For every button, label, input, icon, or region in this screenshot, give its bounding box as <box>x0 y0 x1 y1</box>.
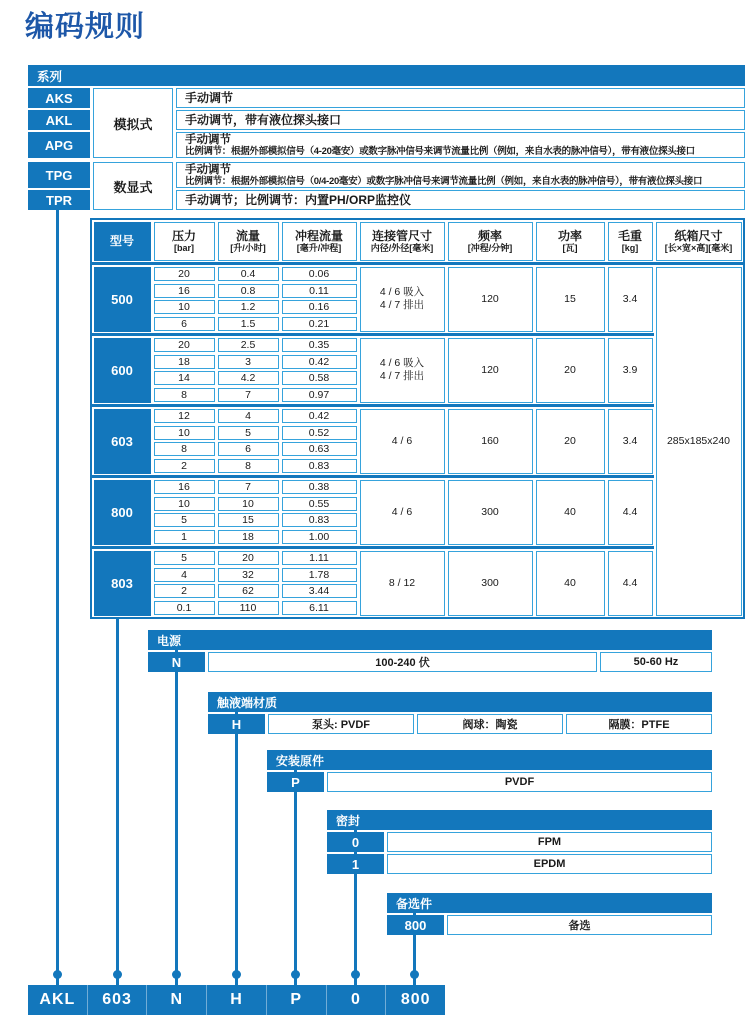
spec-merged-line: 3.4 <box>622 434 638 447</box>
model-cell: 800 <box>94 480 151 545</box>
spec-value-cell: 0.97 <box>282 388 357 402</box>
spec-merged-line: 160 <box>481 434 499 447</box>
spec-value-cell: 3 <box>218 355 279 369</box>
spec-value-cell: 0.06 <box>282 267 357 281</box>
frequency-cell <box>448 480 533 545</box>
spec-value-cell: 2 <box>154 584 215 598</box>
spec-merged-wrap <box>446 549 534 617</box>
series-code-tpg: TPG <box>28 162 90 188</box>
connector-dot-power <box>172 970 181 979</box>
series-table <box>28 88 745 210</box>
page-title: 编码规则 <box>25 11 146 43</box>
series-description <box>176 162 745 188</box>
seal-value-cell: FPM <box>387 832 712 852</box>
spec-value-cell: 110 <box>218 601 279 615</box>
spec-value-cell: 0.8 <box>218 284 279 298</box>
spec-column-header <box>360 222 445 261</box>
spec-value-column <box>280 336 358 404</box>
spec-value-column <box>280 407 358 475</box>
spec-merged-line: 15 <box>564 292 576 305</box>
spec-value-cell: 0.55 <box>282 497 357 511</box>
spec-value-cell: 4.2 <box>218 371 279 385</box>
spec-value-cell: 10 <box>154 426 215 440</box>
spec-merged-line: 20 <box>564 434 576 447</box>
connector-dot-options <box>410 970 419 979</box>
series-header-label: 系列 <box>37 69 63 84</box>
spec-merged-wrap <box>534 407 606 475</box>
series-type-label: 数显式 <box>113 179 153 195</box>
weight-cell <box>608 338 653 403</box>
spec-column-title: 纸箱尺寸 <box>674 228 723 243</box>
connector-line-model <box>116 616 119 985</box>
material-item-cell: 阀球：陶瓷 <box>417 714 563 734</box>
connector-line-material <box>235 712 238 985</box>
spec-value-cell: 20 <box>154 338 215 352</box>
spec-value-cell: 20 <box>218 551 279 565</box>
seal-value-cell: EPDM <box>387 854 712 874</box>
model-cell: 600 <box>94 338 151 403</box>
code-bar-segment: H <box>206 985 266 1015</box>
weight-cell <box>608 551 653 616</box>
spec-value-cell: 1.78 <box>282 568 357 582</box>
model-block-603 <box>92 407 654 475</box>
spec-merged-wrap <box>358 549 446 617</box>
power-frequency-cell: 50-60 Hz <box>600 652 712 672</box>
seal-section-header <box>327 810 712 830</box>
spec-merged-wrap <box>534 478 606 546</box>
spec-value-cell: 2.5 <box>218 338 279 352</box>
series-section-header <box>28 65 745 86</box>
spec-column-header <box>94 222 151 261</box>
model-cell: 500 <box>94 267 151 332</box>
spec-merged-line: 20 <box>564 363 576 376</box>
spec-merged-line: 120 <box>481 363 499 376</box>
series-code-akl: AKL <box>28 110 90 130</box>
spec-merged-wrap <box>446 265 534 333</box>
spec-value-column <box>216 407 280 475</box>
spec-value-cell: 10 <box>154 300 215 314</box>
series-type-cell <box>93 162 173 210</box>
connector-line-power <box>175 650 178 985</box>
spec-merged-line: 4 / 6 吸入 <box>379 286 425 298</box>
power-section-header <box>148 630 712 650</box>
spec-value-cell: 0.58 <box>282 371 357 385</box>
material-code-cell: H <box>208 714 265 734</box>
connector-dot-model <box>113 970 122 979</box>
spec-merged-line: 3.9 <box>622 363 638 376</box>
series-description-line: 比例调节：根据外部模拟信号（0/4-20毫安）或数字脉冲信号来调节流量比例（例如，来自水表的脉冲信号），带有液位探头接口 <box>185 176 703 187</box>
spec-value-column <box>280 478 358 546</box>
spec-column-header <box>448 222 533 261</box>
spec-value-cell: 10 <box>154 497 215 511</box>
spec-merged-wrap <box>606 549 654 617</box>
series-code-tpr: TPR <box>28 190 90 210</box>
install-value-cell: PVDF <box>327 772 712 792</box>
spec-value-column <box>216 478 280 546</box>
spec-merged-wrap <box>358 336 446 404</box>
spec-merged-wrap <box>446 336 534 404</box>
material-row <box>208 714 712 734</box>
options-value-cell: 备选 <box>447 915 712 935</box>
spec-column-subtitle: [毫升/冲程] <box>296 242 342 253</box>
spec-value-cell: 0.38 <box>282 480 357 494</box>
spec-merged-line: 4 / 6 吸入 <box>379 357 425 369</box>
spec-column-title: 压力 <box>171 228 196 243</box>
spec-merged-wrap <box>606 336 654 404</box>
spec-value-cell: 5 <box>218 426 279 440</box>
spec-value-cell: 6 <box>154 317 215 331</box>
spec-merged-line: 8 / 12 <box>388 576 416 589</box>
power-header-label: 电源 <box>157 633 182 648</box>
spec-table <box>90 218 745 619</box>
spec-column-subtitle: 内径/外径[毫米] <box>370 242 434 253</box>
spec-column-title: 毛重 <box>617 228 642 243</box>
spec-column-subtitle: [kg] <box>621 242 639 253</box>
spec-value-cell: 0.63 <box>282 442 357 456</box>
seal-code-cell: 0 <box>327 832 384 852</box>
material-header-label: 触液端材质 <box>217 695 278 710</box>
install-header-label: 安装原件 <box>276 753 325 768</box>
spec-column-title: 功率 <box>557 228 582 243</box>
carton-size-cell: 285x185x240 <box>656 267 742 616</box>
options-header-label: 备选件 <box>396 896 433 911</box>
spec-value-cell: 5 <box>154 551 215 565</box>
power-cell <box>536 409 605 474</box>
model-block-803 <box>92 549 654 617</box>
seal-header-label: 密封 <box>336 813 361 828</box>
spec-column-subtitle: [bar] <box>174 242 194 253</box>
spec-value-cell: 1.00 <box>282 530 357 544</box>
power-cell <box>536 480 605 545</box>
spec-value-cell: 6 <box>218 442 279 456</box>
spec-value-cell: 2 <box>154 459 215 473</box>
frequency-cell <box>448 338 533 403</box>
weight-cell <box>608 267 653 332</box>
spec-value-column <box>152 265 216 333</box>
spec-column-header <box>536 222 605 261</box>
spec-value-cell: 8 <box>154 442 215 456</box>
spec-column-subtitle: [升/小时] <box>230 242 266 253</box>
series-description-line: 手动调节 <box>185 90 234 105</box>
series-desc-column <box>176 162 745 210</box>
connector-dot-material <box>232 970 241 979</box>
series-description <box>176 132 745 158</box>
code-bar-segment: 0 <box>326 985 386 1015</box>
material-item-cell: 隔膜：PTFE <box>566 714 712 734</box>
connector-dot-series <box>53 970 62 979</box>
model-cell: 603 <box>94 409 151 474</box>
series-description <box>176 110 745 130</box>
series-group <box>28 88 745 158</box>
spec-merged-wrap <box>606 478 654 546</box>
series-code-column <box>28 88 90 158</box>
spec-value-cell: 6.11 <box>282 601 357 615</box>
connector-dot-seal <box>351 970 360 979</box>
spec-column-subtitle: [长×宽×高][毫米] <box>664 242 733 253</box>
frequency-cell <box>448 267 533 332</box>
spec-column-title: 流量 <box>235 228 260 243</box>
power-voltage-cell: 100-240 伏 <box>208 652 597 672</box>
series-description <box>176 190 745 210</box>
install-row <box>267 772 712 792</box>
connection-size-cell <box>360 267 445 332</box>
connection-size-cell <box>360 480 445 545</box>
code-bar-segment: 800 <box>385 985 445 1015</box>
series-description <box>176 88 745 108</box>
spec-value-cell: 16 <box>154 284 215 298</box>
spec-merged-wrap <box>534 549 606 617</box>
spec-value-cell: 4 <box>154 568 215 582</box>
spec-merged-line: 300 <box>481 576 499 589</box>
spec-merged-line: 4 / 6 <box>391 434 413 447</box>
spec-merged-line: 300 <box>481 505 499 518</box>
spec-column-subtitle: [瓦] <box>562 242 578 253</box>
spec-table-header-row <box>92 220 743 265</box>
spec-column-header <box>656 222 742 261</box>
connector-line-install <box>294 770 297 985</box>
seal-option-row <box>327 854 712 874</box>
code-bar-segment: 603 <box>87 985 147 1015</box>
code-bar-segment: P <box>266 985 326 1015</box>
spec-merged-wrap <box>606 265 654 333</box>
spec-value-cell: 1.5 <box>218 317 279 331</box>
code-bar-segment: AKL <box>39 991 76 1008</box>
spec-value-column <box>152 478 216 546</box>
power-cell <box>536 551 605 616</box>
series-description-line: 比例调节：根据外部模拟信号（4-20毫安）或数字脉冲信号来调节流量比例（例如，来自水表的脉冲信号），带有液位探头接口 <box>185 146 695 157</box>
spec-column-title: 连接管尺寸 <box>371 228 432 243</box>
spec-column-header <box>218 222 279 261</box>
power-cell <box>536 267 605 332</box>
series-code-aks: AKS <box>28 88 90 108</box>
model-block-800 <box>92 478 654 546</box>
spec-value-cell: 0.4 <box>218 267 279 281</box>
spec-merged-line: 120 <box>481 292 499 305</box>
spec-column-title: 频率 <box>477 228 502 243</box>
material-section-header <box>208 692 712 712</box>
spec-value-column <box>216 336 280 404</box>
spec-value-cell: 15 <box>218 513 279 527</box>
spec-merged-wrap <box>446 407 534 475</box>
connector-dot-install <box>291 970 300 979</box>
spec-value-cell: 8 <box>154 388 215 402</box>
connection-size-cell <box>360 338 445 403</box>
series-code-apg: APG <box>28 132 90 158</box>
frequency-cell <box>448 551 533 616</box>
spec-value-cell: 14 <box>154 371 215 385</box>
code-bar-segment: N <box>146 985 206 1015</box>
power-cell <box>536 338 605 403</box>
spec-merged-wrap <box>358 407 446 475</box>
spec-value-cell: 0.42 <box>282 355 357 369</box>
spec-value-cell: 18 <box>154 355 215 369</box>
model-code-bar <box>28 985 445 1015</box>
spec-value-cell: 8 <box>218 459 279 473</box>
install-section-header <box>267 750 712 770</box>
spec-value-column <box>152 549 216 617</box>
spec-table-models <box>92 265 654 617</box>
spec-value-cell: 0.16 <box>282 300 357 314</box>
spec-column-title: 型号 <box>109 234 134 248</box>
spec-value-cell: 5 <box>154 513 215 527</box>
spec-merged-line: 4 / 7 排出 <box>379 370 425 382</box>
spec-column-header <box>282 222 357 261</box>
spec-value-cell: 0.42 <box>282 409 357 423</box>
weight-cell <box>608 480 653 545</box>
spec-merged-line: 4.4 <box>622 505 638 518</box>
spec-value-cell: 7 <box>218 480 279 494</box>
connection-size-cell <box>360 409 445 474</box>
options-code-cell: 800 <box>387 915 444 935</box>
spec-value-cell: 0.83 <box>282 459 357 473</box>
spec-value-cell: 4 <box>218 409 279 423</box>
spec-value-cell: 20 <box>154 267 215 281</box>
series-code-column <box>28 162 90 210</box>
spec-merged-line: 3.4 <box>622 292 638 305</box>
spec-value-cell: 16 <box>154 480 215 494</box>
series-type-label: 模拟式 <box>113 116 153 132</box>
spec-column-subtitle: [冲程/分钟] <box>467 242 513 253</box>
series-desc-column <box>176 88 745 158</box>
series-description-line: 手动调节；比例调节：内置PH/ORP监控仪 <box>185 192 412 207</box>
options-row <box>387 915 712 935</box>
spec-merged-wrap <box>446 478 534 546</box>
frequency-cell <box>448 409 533 474</box>
install-code-cell: P <box>267 772 324 792</box>
spec-carton-column <box>654 265 743 617</box>
spec-value-column <box>280 265 358 333</box>
seal-rows <box>327 832 712 874</box>
seal-option-row <box>327 832 712 852</box>
spec-column-title: 冲程流量 <box>294 228 343 243</box>
spec-column-header <box>154 222 215 261</box>
spec-value-column <box>216 265 280 333</box>
spec-table-body <box>92 265 743 617</box>
spec-merged-line: 40 <box>564 505 576 518</box>
series-group <box>28 162 745 210</box>
spec-value-cell: 1.11 <box>282 551 357 565</box>
spec-merged-wrap <box>358 265 446 333</box>
spec-value-cell: 1.2 <box>218 300 279 314</box>
spec-value-cell: 62 <box>218 584 279 598</box>
power-row <box>148 652 712 672</box>
connector-line-series <box>56 210 59 985</box>
spec-value-column <box>152 407 216 475</box>
series-description-line: 手动调节，带有液位探头接口 <box>185 112 342 127</box>
spec-merged-wrap <box>534 265 606 333</box>
weight-cell <box>608 409 653 474</box>
spec-merged-wrap <box>534 336 606 404</box>
spec-value-column <box>216 549 280 617</box>
model-cell: 803 <box>94 551 151 616</box>
spec-column-header <box>608 222 653 261</box>
spec-value-cell: 7 <box>218 388 279 402</box>
spec-value-cell: 0.1 <box>154 601 215 615</box>
spec-merged-wrap <box>358 478 446 546</box>
spec-value-cell: 0.52 <box>282 426 357 440</box>
spec-merged-line: 4 / 7 排出 <box>379 299 425 311</box>
spec-value-cell: 10 <box>218 497 279 511</box>
spec-value-column <box>280 549 358 617</box>
connection-size-cell <box>360 551 445 616</box>
model-block-600 <box>92 336 654 404</box>
spec-merged-line: 4 / 6 <box>391 505 413 518</box>
spec-value-cell: 0.35 <box>282 338 357 352</box>
model-block-500 <box>92 265 654 333</box>
series-type-cell <box>93 88 173 158</box>
options-section-header <box>387 893 712 913</box>
spec-merged-line: 40 <box>564 576 576 589</box>
spec-value-cell: 3.44 <box>282 584 357 598</box>
spec-merged-line: 4.4 <box>622 576 638 589</box>
series-description-line: 手动调节 <box>185 164 231 176</box>
series-description-line: 手动调节 <box>185 134 231 146</box>
spec-value-cell: 32 <box>218 568 279 582</box>
spec-value-cell: 12 <box>154 409 215 423</box>
material-item-cell: 泵头: PVDF <box>268 714 414 734</box>
spec-merged-wrap <box>606 407 654 475</box>
seal-code-cell: 1 <box>327 854 384 874</box>
spec-value-cell: 0.21 <box>282 317 357 331</box>
spec-value-cell: 0.11 <box>282 284 357 298</box>
spec-value-column <box>152 336 216 404</box>
spec-value-cell: 18 <box>218 530 279 544</box>
power-code-cell: N <box>148 652 205 672</box>
spec-value-cell: 1 <box>154 530 215 544</box>
spec-value-cell: 0.83 <box>282 513 357 527</box>
